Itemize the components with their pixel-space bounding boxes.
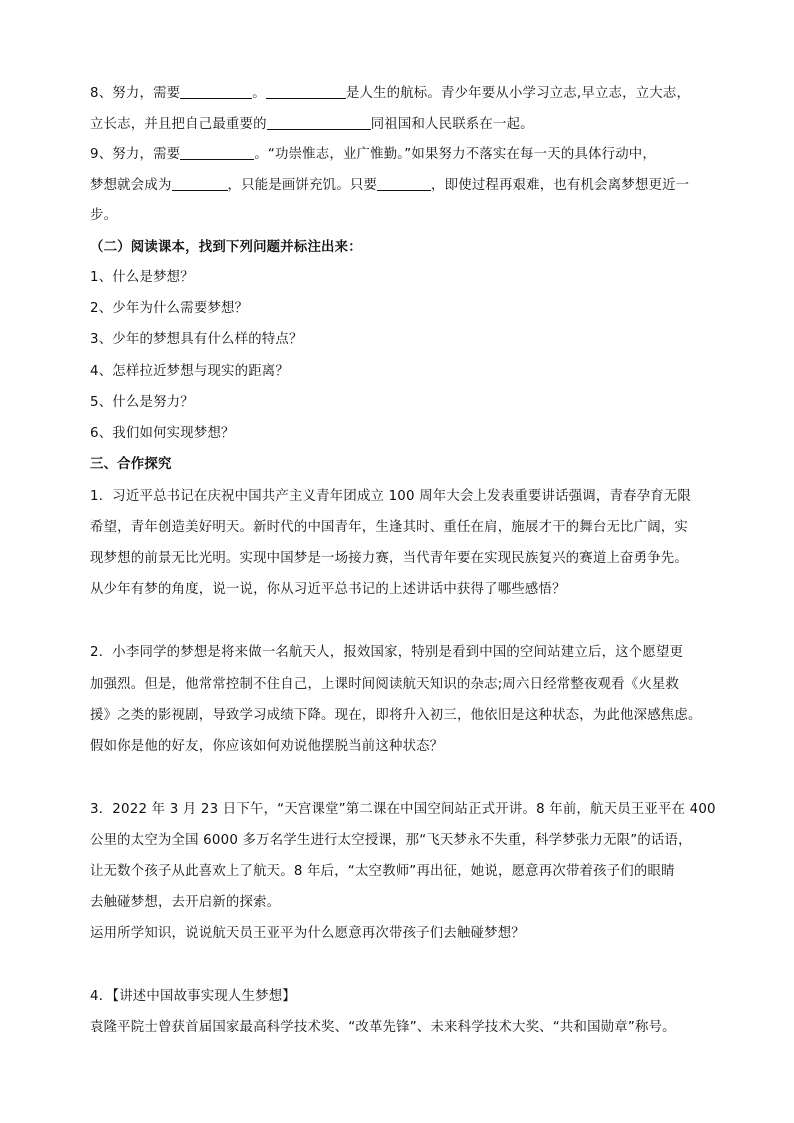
- q8-text-1: 8、努力，需要: [90, 86, 181, 101]
- item2-line-2: 加强烈。但是，他常常控制不住自己，上课时间阅读航天知识的杂志;周六日经常整夜观看《火星救: [90, 677, 680, 692]
- q8-blank-1[interactable]: [180, 84, 252, 99]
- item2-line-1: 2．小李同学的梦想是将来做一名航天人，报效国家，特别是看到中国的空间站建立后，这个愿望更: [90, 645, 684, 660]
- item1-line-4: 从少年有梦的角度，说一说，你从习近平总书记的上述讲话中获得了哪些感悟？: [90, 582, 566, 597]
- reading-question-1: 1、什么是梦想？: [90, 270, 194, 285]
- item1-line-3: 现梦想的前景无比光明。实现中国梦是一场接力赛，当代青年要在实现民族复兴的赛道上奋勇争先。: [90, 551, 688, 566]
- reading-question-5: 5、什么是努力？: [90, 395, 194, 410]
- item2-line-3: 援》之类的影视剧，导致学习成绩下降。现在，即将升入初三，他依旧是这种状态，为此他深感焦虑。: [90, 708, 702, 723]
- item1-line-2: 希望，青年创造美好明天。新时代的中国青年，生逢其时、重任在肩，施展才干的舞台无比广阔，实: [90, 520, 688, 535]
- q9-text-6: 步。: [90, 208, 118, 223]
- item4-line-1: 4．【讲述中国故事实现人生梦想】: [90, 989, 296, 1004]
- item3-line-3: 让无数个孩子从此喜欢上了航天。8 年后，“太空教师”再出征，她说，愿意再次带着孩子们的眼睛: [90, 864, 675, 879]
- q8-text-3: 是人生的航标。青少年要从小学习立志,早立志，立大志，: [345, 86, 691, 101]
- item3-line-1: 3．2022 年 3 月 23 日下午，“天宫课堂”第二课在中国空间站正式开讲。8 年前，航天员王亚平在 400: [90, 802, 716, 817]
- reading-question-4: 4、怎样拉近梦想与现实的距离？: [90, 364, 289, 379]
- q8-text-4: 立长志，并且把自己最重要的: [90, 117, 267, 132]
- q9-text-5: ，即使过程再艰难，也有机会离梦想更近一: [431, 178, 690, 193]
- q9-text-3: 梦想就会成为: [90, 178, 172, 193]
- section-2-heading: （二）阅读课本，找到下列问题并标注出来：: [90, 240, 362, 255]
- item3-line-4: 去触碰梦想，去开启新的探索。: [90, 895, 281, 910]
- q9-blank-3[interactable]: [377, 176, 431, 191]
- q9-text-1: 9、努力，需要: [90, 147, 181, 162]
- reading-question-3: 3、少年的梦想具有什么样的特点？: [90, 332, 303, 347]
- q9-line-3: [90, 206, 710, 226]
- q9-blank-2[interactable]: [172, 176, 228, 191]
- reading-question-6: 6、我们如何实现梦想？: [90, 426, 235, 441]
- q9-text-2: 。“功崇惟志，业广惟勤。”如果努力不落实在每一天的具体行动中，: [254, 147, 656, 162]
- reading-question-2: 2、少年为什么需要梦想？: [90, 301, 249, 316]
- item3-line-5: 运用所学知识，说说航天员王亚平为什么愿意再次带孩子们去触碰梦想？: [90, 926, 525, 941]
- q8-blank-2[interactable]: [266, 84, 346, 99]
- item3-line-2: 公里的太空为全国 6000 多万名学生进行太空授课，那“飞天梦永不失重，科学梦张力无限”的话语，: [90, 833, 692, 848]
- item1-line-1: 1．习近平总书记在庆祝中国共产主义青年团成立 100 周年大会上发表重要讲话强调，青春孕育无限: [90, 489, 692, 504]
- item4-line-2: 袁隆平院士曾获首届国家最高科学技术奖、“改革先锋”、未来科学技术大奖、“共和国勋章”称号。: [90, 1020, 676, 1035]
- item2-line-4: 假如你是他的好友，你应该如何劝说他摆脱当前这种状态？: [90, 739, 444, 754]
- q8-line-2: [90, 115, 710, 135]
- q8-line-1: [90, 84, 710, 104]
- q9-line-2: [90, 176, 710, 196]
- q8-text-2: 。: [252, 86, 266, 101]
- q8-blank-3[interactable]: [267, 115, 371, 130]
- q9-text-4: ，只能是画饼充饥。只要: [227, 178, 378, 193]
- q8-text-5: 同祖国和人民联系在一起。: [370, 117, 534, 132]
- section-3-heading: 三、合作探究: [90, 457, 172, 472]
- q9-line-1: [90, 145, 710, 165]
- q9-blank-1[interactable]: [180, 145, 254, 160]
